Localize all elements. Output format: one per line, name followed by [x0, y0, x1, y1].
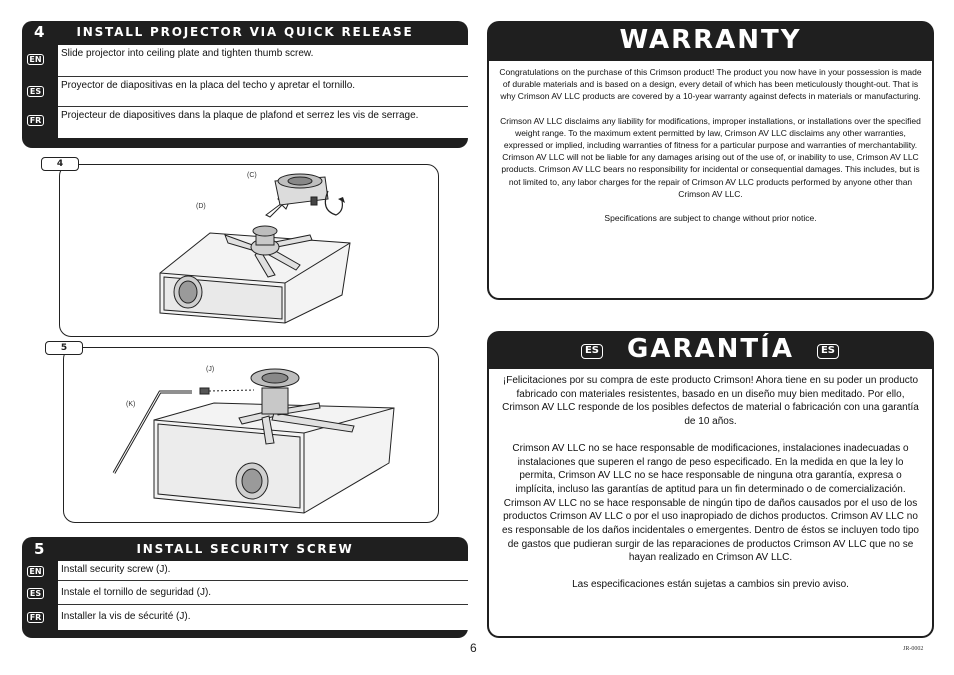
garantia-paragraph: Las especificaciones están sujetas a cambios sin previo aviso.: [572, 579, 849, 591]
instruction-row-es: [58, 77, 468, 107]
step5-section: [22, 537, 468, 638]
step5-header: [22, 537, 468, 561]
figure4-label-c: (C): [247, 172, 257, 179]
garantia-section: [487, 331, 934, 638]
warranty-body: [489, 61, 932, 298]
instruction-row-es: [58, 581, 468, 605]
step5-instructions: [58, 561, 468, 630]
es-badge-right: ES: [817, 344, 839, 359]
lang-badge-en: EN: [27, 566, 44, 577]
instruction-text-en: Install security screw (J).: [61, 564, 171, 575]
step4-header: [22, 21, 468, 45]
figure4-frame: [59, 164, 439, 337]
figure5-tab: 5: [45, 341, 83, 355]
step4-number: 4: [34, 23, 45, 41]
garantia-paragraph: ¡Felicitaciones por su compra de este producto Crimson! Ahora tiene en su poder un producto fabricado con materiales resistentes, basado en un diseño muy bien meditado. Por ello, Crimson AV LLC responde de los posibles defectos de material o fabricación con una garantía de 10 años.: [502, 375, 919, 428]
lang-badge-en: EN: [27, 54, 44, 65]
instruction-text-en: Slide projector into ceiling plate and tighten thumb screw.: [61, 48, 314, 59]
warranty-paragraph: Crimson AV LLC disclaims any liability for modifications, improper installations, or installations over the specified weight range. To the maximum extent permitted by law, Crimson AV LLC disclaims any other warranties, expressed or implied, including warranties of fitness for a particular purpose and warranties of merchantability. Crimson AV LLC will not be liable for any damages arising out of the use of, or inability to use, Crimson AV LLC products. Crimson AV LLC bears no responsibility for incidental or consequential damages. This includes, but is not limited to, any labor charges for the repair of Crimson AV LLC products performed by anyone other than Crimson AV LLC.: [500, 115, 921, 199]
figure4-illustration: [60, 165, 440, 338]
lang-badge-es: ES: [27, 588, 44, 599]
lang-badge-es: ES: [27, 86, 44, 97]
instruction-text-es: Proyector de diapositivas en la placa del techo y apretar el tornillo.: [61, 80, 356, 91]
instruction-text-es: Instale el tornillo de seguridad (J).: [61, 587, 212, 598]
warranty-paragraph: Specifications are subject to change without prior notice.: [604, 213, 817, 224]
figure5-label-j: (J): [206, 366, 215, 373]
document-code: JR-0002: [903, 646, 924, 652]
garantia-body: [489, 369, 932, 636]
figure4-tab: 4: [41, 157, 79, 171]
figure4-label-d: (D): [196, 203, 206, 210]
warranty-title: WARRANTY: [619, 25, 802, 55]
instruction-row-en: [58, 561, 468, 581]
lang-badge-fr: FR: [27, 115, 44, 126]
figure5-illustration: [64, 348, 440, 524]
step4-title: INSTALL PROJECTOR VIA QUICK RELEASE: [76, 25, 414, 39]
lang-badge-fr: FR: [27, 612, 44, 623]
step4-section: [22, 21, 468, 148]
step5-title: INSTALL SECURITY SCREW: [136, 542, 354, 556]
page-number: 6: [470, 641, 477, 655]
es-badge-left: ES: [581, 344, 603, 359]
instruction-text-fr: Installer la vis de sécurité (J).: [61, 611, 191, 622]
step5-number: 5: [34, 540, 45, 558]
warranty-paragraph: Congratulations on the purchase of this Crimson product! The product you now have in your possession is made of durable materials and is based on a design, every detail of which has been meticulously thought-out. That is why Crimson AV LLC products are covered by a 10-year warranty against defects in materials or manufacturing.: [499, 67, 922, 102]
warranty-section: [487, 21, 934, 300]
step4-instructions: [58, 45, 468, 138]
instruction-row-fr: [58, 605, 468, 630]
instruction-row-en: [58, 45, 468, 77]
garantia-paragraph: Crimson AV LLC no se hace responsable de modificaciones, instalaciones inadecuadas o instalaciones que superen el rango de peso especificado. En la medida en que la ley lo permita, Crimson AV LLC no se hace responsable de ninguna otra garantía, expresa o implícita, incluso las garantías de aptitud para un fin determinado o de comercialización. Crimson AV LLC no se hace responsable de ningún tipo de daños causados por el uso de los productos Crimson AV LLC o por el uso inapropiado de dichos productos. Crimson AV LLC no es responsable de los daños incidentales o emergentes. Dentro de éstos se incluyen todo tipo de gastos que pudieran surgir de las reparaciones de productos Crimson AV LLC que no se hayan realizado en Crimson AV LLC.: [502, 442, 919, 564]
instruction-text-fr: Projecteur de diapositives dans la plaque de plafond et serrez les vis de serrage.: [61, 110, 419, 121]
instruction-row-fr: [58, 107, 468, 138]
figure5-label-k: (K): [126, 401, 136, 408]
garantia-title: GARANTÍA: [627, 334, 794, 364]
figure5-frame: [63, 347, 439, 523]
